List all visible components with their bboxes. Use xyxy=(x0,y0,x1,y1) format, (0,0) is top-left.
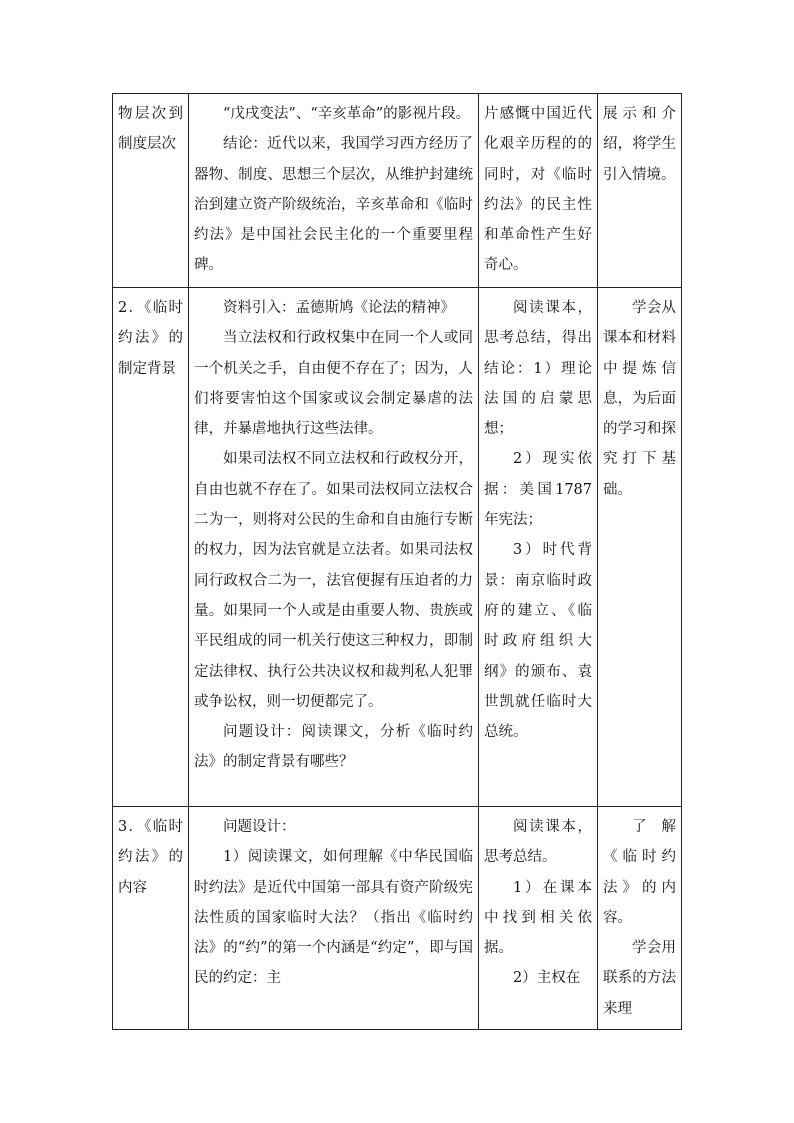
content-cell xyxy=(189,807,479,1030)
content-paragraph: “戊戌变法”、“辛亥革命”的影视片段。 xyxy=(223,106,471,122)
stage-cell xyxy=(113,94,189,288)
table-row xyxy=(113,288,682,807)
student-activity-text: 2）现实依据：美国1787年宪法； xyxy=(484,451,592,529)
design-intent-cell xyxy=(598,807,682,1030)
design-intent-cell xyxy=(598,288,682,807)
design-intent-text: 了解《临时约法》的内容。 xyxy=(603,819,676,926)
design-intent-text: 学会用联系的方法来理 xyxy=(603,940,676,1017)
table-row xyxy=(113,94,682,288)
content-paragraph: 如果司法权不同立法权和行政权分开，自由也就不存在了。如果司法权同立法权合二为一，则将对公民的生命和自由施行专断的权力，因为法官就是立法者。如果司法权同行政权合二为一，法官便握有压迫者的力量。如果同一个人或是由重要人物、贵族或平民组成的同一机关行使这三种权力，即制定法律权、执行公共决议权和裁判私人犯罪或争讼权，则一切便都完了。 xyxy=(194,451,473,710)
content-cell xyxy=(189,94,479,288)
student-activity-text: 阅读课本，思考总结，得出结论：1）理论法国的启蒙思想； xyxy=(484,300,592,438)
content-paragraph: 资料引入：孟德斯鸠《论法的精神》 xyxy=(223,300,455,316)
student-activity-text: 2）主权在 xyxy=(513,970,581,987)
content-paragraph: 结论：近代以来，我国学习西方经历了器物、制度、思想三个层次，从维护封建统治到建立资产阶级统治，辛亥革命和《临时约法》是中国社会民主化的一个重要里程碑。 xyxy=(194,136,473,274)
student-activity-cell xyxy=(479,94,598,288)
content-paragraph: 当立法权和行政权集中在同一个人或同一个机关之手，自由便不存在了；因为，人们将要害怕这个国家或议会制定暴虐的法律，并暴虐地执行这些法律。 xyxy=(194,330,473,438)
design-intent-text: 展示和介绍，将学生引入情境。 xyxy=(603,106,676,183)
stage-text: 物层次到制度层次 xyxy=(118,106,183,153)
stage-cell xyxy=(113,807,189,1030)
content-paragraph: 问题设计：阅读课文，分析《临时约法》的制定背景有哪些？ xyxy=(194,724,473,771)
stage-cell xyxy=(113,288,189,807)
content-cell xyxy=(189,288,479,807)
design-intent-cell xyxy=(598,94,682,288)
student-activity-cell xyxy=(479,807,598,1030)
student-activity-text: 1）在课本中找到相关依据。 xyxy=(484,879,592,957)
table-row xyxy=(113,807,682,1030)
stage-text: 2．《临时约法》的制定背景 xyxy=(118,300,183,377)
content-paragraph: 1）阅读课文，如何理解《中华民国临时约法》是近代中国第一部具有资产阶级宪法性质的国家临时大法？（指出《临时约法》的“约”的第一个内涵是“约定”，即与国民的约定：主 xyxy=(194,849,473,987)
content-paragraph: 问题设计： xyxy=(223,819,296,835)
design-intent-text: 学会从课本和材料中提炼信息，为后面的学习和探究打下基础。 xyxy=(603,300,676,498)
student-activity-cell xyxy=(479,288,598,807)
stage-text: 3．《临时约法》的内容 xyxy=(118,819,183,896)
student-activity-text: 阅读课本，思考总结。 xyxy=(484,819,592,866)
lesson-plan-table xyxy=(112,93,682,1030)
student-activity-text: 3）时代背景：南京临时政府的建立、《临时政府组织大纲》的颁布、袁世凯就任临时大总统。 xyxy=(484,542,592,741)
student-activity-text: 片感慨中国近代化艰辛历程的的同时，对《临时约法》的民主性和革命性产生好奇心。 xyxy=(484,106,592,274)
